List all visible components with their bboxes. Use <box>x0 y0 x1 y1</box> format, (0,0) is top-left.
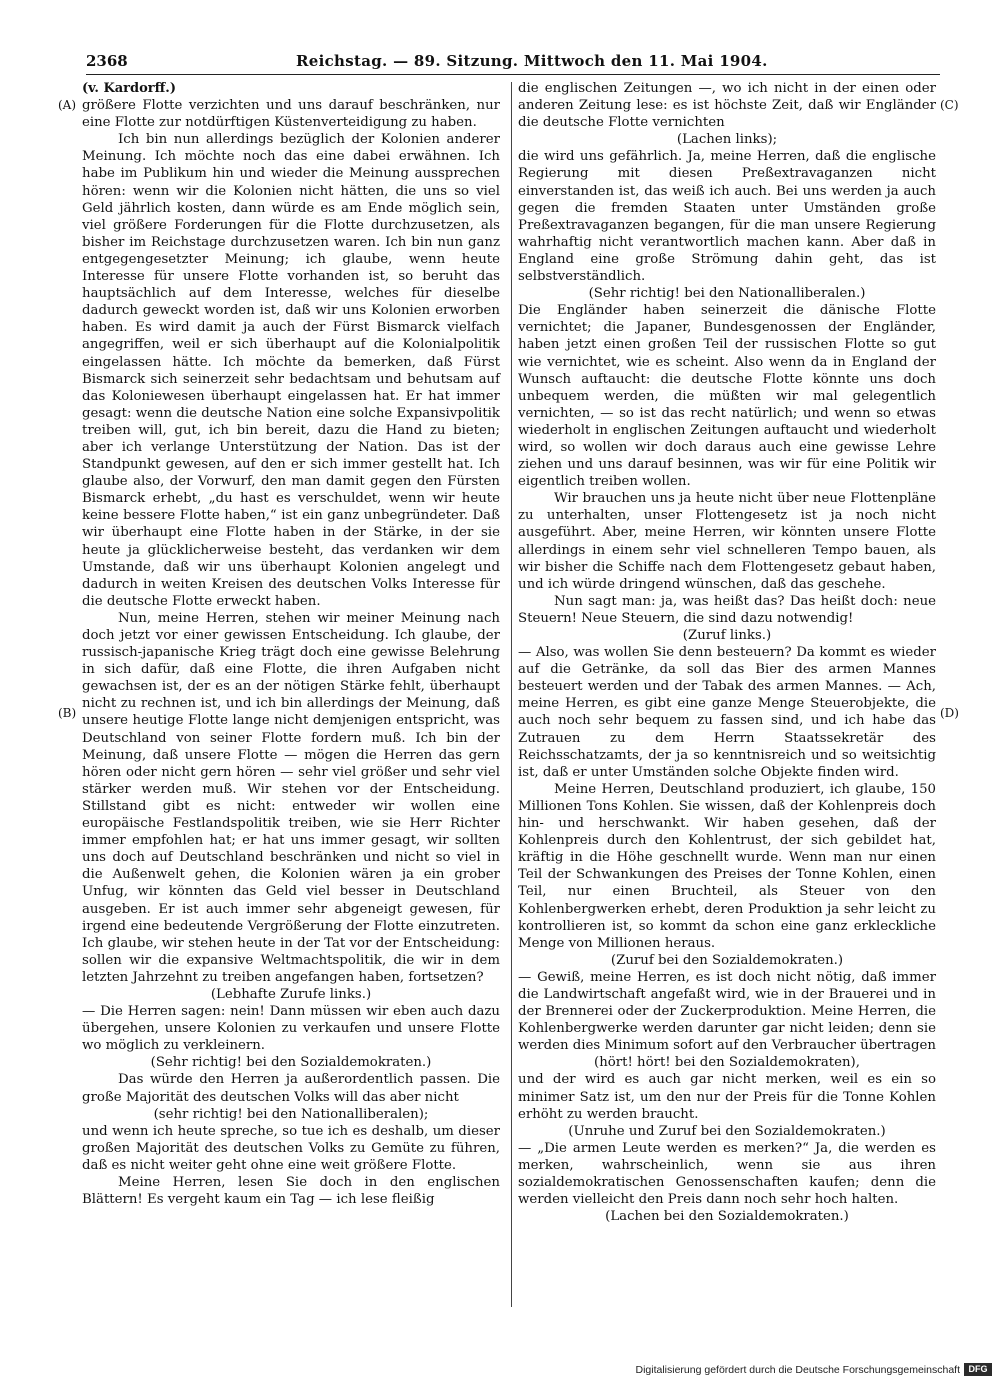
paragraph: — „Die armen Leute werden es merken?“ Ja, die werden es merken, wahrscheinlich, wenn sie aus ihren sozialdemokratischen Genossenschaften kaufen; denn die werden vielleicht den Preis dann noch sehr hoch halten. <box>518 1140 936 1208</box>
paragraph: Wir brauchen uns ja heute nicht über neue Flottenpläne zu unterhalten, unser Flottengesetz ist ja noch nicht ausgeführt. Aber, meine Herren, wir könnten unsere Flotte allerdings in einem sehr viel schnelleren Tempo bauen, als wir bisher die Schiffe nach dem Flottengesetz gebaut haben, und ich würde dringend wünschen, daß das geschehe. <box>518 491 936 592</box>
interjection: (Lachen bei den Sozialdemokraten.) <box>605 1209 849 1225</box>
paragraph: — Gewiß, meine Herren, es ist doch nicht nötig, daß immer die Landwirtschaft angefaßt wird, wie in der Brauerei und in der Brennerei oder der Zuckerproduktion. Meine Herren, die Kohlenbergwerke werden darunter gar nicht leiden; denn sie werden dies Minimum sofort auf den Verbraucher übertragen <box>518 969 936 1054</box>
paragraph: die englischen Zeitungen —, wo ich nicht in der einen oder anderen Zeitung lese: es ist höchste Zeit, daß wir Engländer die deutsche Flotte vernichten <box>518 81 936 131</box>
right-column <box>518 80 936 1225</box>
paragraph: Meine Herren, Deutschland produziert, ich glaube, 150 Millionen Tons Kohlen. Sie wissen, daß der Kohlenpreis doch hin- und herschwankt. Wir haben gesehen, daß der Kohlenpreis durch den Kohlentrust, der sich gebildet hat, kräftig in die Höhe geschnellt wurde. Wenn man nur einen Teil der Schwankungen des Preises der Tonne Kohlen, einen Teil, nur einen Bruchteil, als Steuer von den Kohlenbergwerken erhebt, deren Produktion ja sehr leicht zu kontrollieren ist, so kommt da schon eine ganz erkleckliche Menge von Millionen heraus. <box>518 781 936 951</box>
margin-marker-d: (D) <box>940 706 959 720</box>
paragraph: Ich bin nun allerdings bezüglich der Kolonien anderer Meinung. Ich möchte noch das eine dabei erwähnen. Ich habe im Publikum hin und wieder die Meinung aussprechen hören: wenn wir die Kolonien nicht hätten, die uns so viel Geld jährlich kosten, dann würde es am Ende möglich sein, viel größere Forderungen für die Flotte durchzusetzen, als bisher im Reichstage durchzusetzen waren. Ich bin nun ganz entgegengesetzter Meinung; ich glaube, wenn heute Interesse für unsere Flotte vorhanden ist, so beruht das hauptsächlich auf dem Interesse, welches für dieselbe dadurch geweckt worden ist, daß wir uns Kolonien erworben haben. Es wird damit ja auch der Fürst Bismarck vielfach angegriffen, weil er sich überhaupt auf die Kolonialpolitik eingelassen hätte. Ich möchte da bemerken, daß Fürst Bismarck sich seinerzeit sehr bedachtsam und behutsam auf das Koloniewesen überhaupt eingelassen hat. Er hat immer gesagt: wenn die deutsche Nation eine solche Expansivpolitik treiben will, gut, ich bin bereit, dazu die Hand zu bieten; aber ich verlange Unterstützung der Nation. Das ist der Standpunkt gewesen, auf den er sich immer gestellt hat. Ich glaube also, der Vorwurf, den man damit gegen den Fürsten Bismarck erhebt, „du hast es verschuldet, wenn wir heute keine bessere Flotte haben,“ ist ein ganz unbegründeter. Daß wir überhaupt eine Flotte haben in der Stärke, in der sie heute ja glücklicherweise besteht, das verdanken wir dem Umstande, daß wir uns überhaupt Kolonien angelegt und dadurch in weiten Kreisen des deutschen Volks Interesse für die deutsche Flotte erweckt haben. <box>82 132 500 609</box>
left-column <box>82 80 500 1208</box>
speaker-label: (v. Kardorff.) <box>82 81 176 96</box>
margin-marker-c: (C) <box>940 98 959 112</box>
interjection: (Unruhe und Zuruf bei den Sozialdemokraten.) <box>568 1123 886 1139</box>
page-number: 2368 <box>86 52 128 70</box>
funding-credit: Digitalisierung gefördert durch die Deutsche Forschungsgemeinschaft <box>635 1364 960 1376</box>
paragraph: — Also, was wollen Sie denn besteuern? Da kommt es wieder auf die Getränke, da soll das Bier des armen Mannes besteuert werden und der Tabak des armen Mannes. — Ach, meine Herren, es gibt eine ganze Menge Steuerobjekte, die auch noch sehr bequem zu fassen sind, und ich habe das Zutrauen zu dem Herrn Staatssekretär des Reichsschatzamts, der ja so kenntnisreich und so weitsichtig ist, daß er unter Umständen solche Objekte finden wird. <box>518 645 936 780</box>
paragraph: Meine Herren, lesen Sie doch in den englischen Blättern! Es vergeht kaum ein Tag — ich lese fleißig <box>82 1175 500 1208</box>
margin-marker-a: (A) <box>58 98 77 112</box>
paragraph: größere Flotte verzichten und uns darauf beschränken, nur eine Flotte zur notdürftigen Küstenverteidigung zu haben. <box>82 98 500 131</box>
paragraph: Nun sagt man: ja, was heißt das? Das heißt doch: neue Steuern! Neue Steuern, die sind dazu notwendig! <box>518 593 936 626</box>
page-footer <box>0 1364 1000 1378</box>
interjection: (sehr richtig! bei den Nationalliberalen); <box>153 1106 429 1122</box>
interjection: (Zuruf links.) <box>682 628 772 643</box>
interjection: (Sehr richtig! bei den Nationalliberalen.) <box>588 286 866 302</box>
margin-marker-b: (B) <box>58 706 77 720</box>
interjection: (Zuruf bei den Sozialdemokraten.) <box>610 952 844 968</box>
paragraph: Das würde den Herren ja außerordentlich passen. Die große Majorität des deutschen Volks will das aber nicht <box>82 1072 500 1105</box>
interjection: (Lebhafte Zurufe links.) <box>210 986 372 1002</box>
column-divider <box>511 82 512 1307</box>
paragraph: und wenn ich heute spreche, so tue ich es deshalb, um dieser großen Majorität des deutschen Volks zu Gemüte zu führen, daß es nicht weiter geht ohne eine weit größere Flotte. <box>82 1123 500 1173</box>
header-rule <box>86 74 940 75</box>
interjection: (Sehr richtig! bei den Sozialdemokraten.) <box>150 1055 432 1071</box>
interjection: (hört! hört! bei den Sozialdemokraten), <box>594 1055 860 1071</box>
page-title: Reichstag. — 89. Sitzung. Mittwoch den 11. Mai 1904. <box>296 52 768 70</box>
paragraph: Nun, meine Herren, stehen wir meiner Meinung nach doch jetzt vor einer gewissen Entscheidung. Ich glaube, der russisch-japanische Krieg trägt doch eine gewisse Belehrung in sich dafür, daß eine Flotte, die ihren Aufgaben nicht gewachsen ist, der es an der nötigen Stärke fehlt, überhaupt nicht zu rechnen ist, und ich bin allerdings der Meinung, daß unsere heutige Flotte lange nicht demjenigen entspricht, was Deutschland von seiner Flotte fordern muß. Ich bin der Meinung, daß unsere Flotte — mögen die Herren das gern hören oder nicht gern hören — sehr viel größer und sehr viel stärker werden muß. Wir stehen vor der Entscheidung. Stillstand gibt es nicht: entweder wir wollen eine europäische Festlandspolitik treiben, wie sie Herr Richter immer empfohlen hat; er hat uns immer gesagt, wir sollten uns doch auf Deutschland beschränken und nicht so viel in die Außenwelt gehen, die Kolonien wären ja ein grober Unfug, wir könnten das Geld viel besser in Deutschland ausgeben. Er ist auch immer sehr abgeneigt gewesen, für irgend eine bedeutende Vergrößerung der Flotte einzutreten. Ich glaube, wir stehen heute in der Tat vor der Entscheidung: sollen wir die expansive Weltmachtspolitik, die wir in dem letzten Jahrzehnt zu treiben angefangen haben, fortsetzen? <box>82 610 500 985</box>
page-header <box>86 52 940 74</box>
paragraph: die wird uns gefährlich. Ja, meine Herren, daß die englische Regierung mit diesen Preßextravaganzen nicht einverstanden ist, das weiß ich auch. Bei uns werden ja auch gegen die fremden Staaten unter Umständen große Preßextravaganzen begangen, für die man unsere Regierung wahrhaftig nicht verantwortlich machen kann. Aber daß in England eine große Strömung dahin geht, das ist selbstverständlich. <box>518 149 936 285</box>
paragraph: Die Engländer haben seinerzeit die dänische Flotte vernichtet; die Japaner, Bundesgenossen der Engländer, haben jetzt einen großen Teil der russischen Flotte so gut wie vernichtet, wie es scheint. Also wenn da in England der Wunsch auftaucht: die deutsche Flotte könnte uns doch unbequem werden, die müßten wir mal gelegentlich vernichten, — so ist das recht natürlich; und wenn so etwas wiederholt in englischen Zeitungen auftaucht und wiederholt wird, so wollen wir doch daraus auch eine gewisse Lehre ziehen und uns darauf besinnen, was wir für eine Politik wir eigentlich treiben wollen. <box>518 303 936 490</box>
interjection: (Lachen links); <box>676 132 778 148</box>
dfg-logo: DFG <box>964 1363 992 1376</box>
paragraph: — Die Herren sagen: nein! Dann müssen wir eben auch dazu übergehen, unsere Kolonien zu verkaufen und unsere Flotte wo möglich zu verkleinern. <box>82 1004 500 1054</box>
paragraph: und der wird es auch gar nicht merken, weil es ein so minimer Satz ist, um den nur der Preis für die Tonne Kohlen erhöht zu werden braucht. <box>518 1072 936 1122</box>
